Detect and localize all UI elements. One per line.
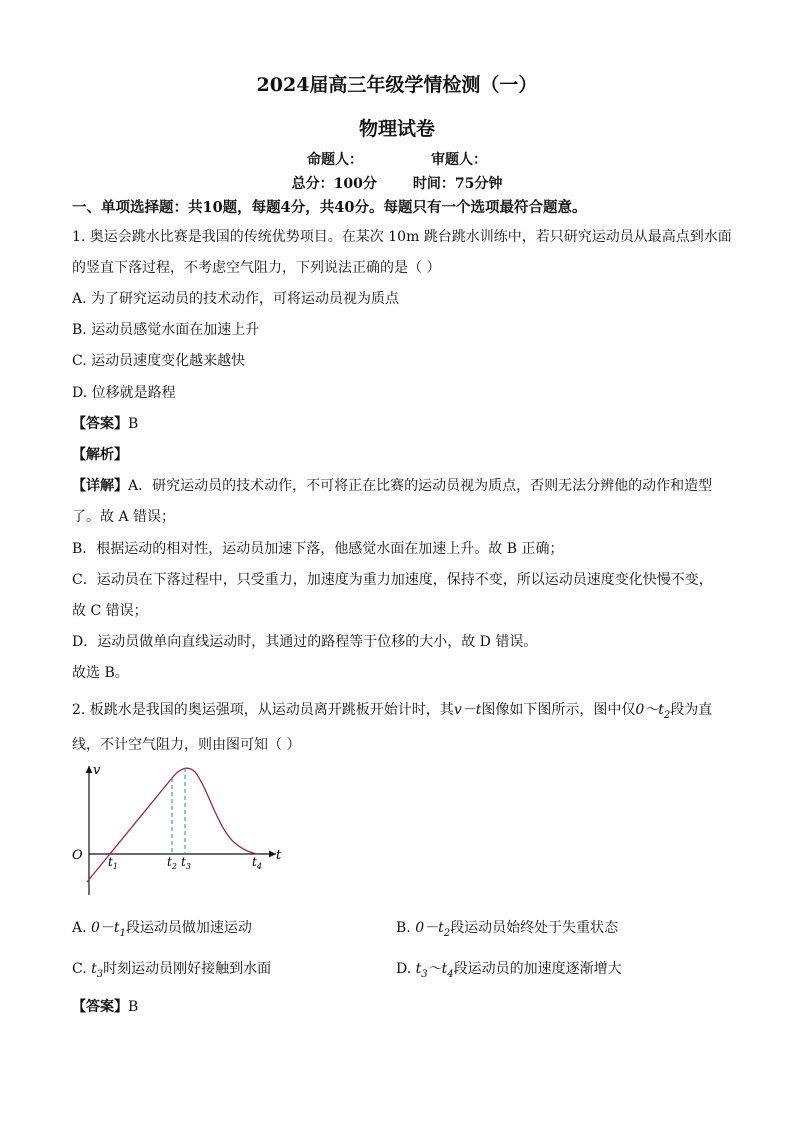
time-label: 时间：75分钟 bbox=[412, 176, 503, 192]
q1-analysis-tag: 【解析】 bbox=[72, 447, 128, 463]
option-text: 时刻运动员刚好接触到水面 bbox=[103, 961, 272, 977]
q1-option-b: B. 运动员感觉水面在加速上升 bbox=[72, 322, 260, 338]
q1-answer bbox=[72, 413, 138, 433]
answer-value: B bbox=[128, 416, 139, 432]
q2-answer bbox=[72, 996, 138, 1016]
score-label: 总分：100分 bbox=[291, 176, 377, 192]
author-row bbox=[0, 149, 794, 169]
q2-range-sub: 2 bbox=[663, 709, 671, 721]
option-math: 0－t bbox=[91, 920, 120, 936]
q1-detail-b: B．根据运动的相对性，运动员加速下落，他感觉水面在加速上升。故 B 正确； bbox=[72, 541, 564, 557]
option-text: 段运动员始终处于失重状态 bbox=[450, 920, 619, 936]
answer-value: B bbox=[128, 999, 139, 1015]
origin-label: O bbox=[72, 848, 83, 863]
option-prefix: C. bbox=[72, 961, 92, 977]
t4-label: $t_4$ bbox=[252, 855, 262, 871]
option-math: 0－t bbox=[415, 920, 444, 936]
option-sub2: 4 bbox=[447, 968, 454, 980]
q2-stem-line1 bbox=[72, 699, 712, 721]
t2-sub: 2 bbox=[171, 862, 177, 871]
section-heading: 一、单项选择题：共10题，每题4分，共40分。每题只有一个选项最符合题意。 bbox=[72, 199, 587, 216]
option-text: 段运动员做加速运动 bbox=[125, 920, 252, 936]
q2-range: 0～t bbox=[635, 702, 664, 718]
answer-tag: 【答案】 bbox=[72, 416, 128, 432]
t4-sub: 4 bbox=[256, 862, 262, 871]
q1-detail-c2: 故 C 错误； bbox=[72, 603, 148, 619]
score-time-row bbox=[0, 173, 794, 193]
option-text: 段运动员的加速度逐渐增大 bbox=[453, 961, 622, 977]
q2-option-a bbox=[72, 917, 252, 939]
t1-sub: 1 bbox=[112, 862, 118, 871]
q2-stem-part1: 2. 板跳水是我国的奥运强项，从运动员离开跳板开始计时，其 bbox=[72, 702, 454, 718]
option-sub: 2 bbox=[443, 927, 451, 939]
q2-option-b bbox=[396, 917, 618, 939]
detail-tag: 【详解】 bbox=[72, 478, 128, 494]
reviewer-label: 审题人： bbox=[431, 152, 487, 168]
option-prefix: D. bbox=[396, 961, 416, 977]
q1-option-c: C. 运动员速度变化越来越快 bbox=[72, 353, 246, 369]
q2-vt: v－t bbox=[453, 702, 482, 718]
q2-option-d bbox=[396, 958, 622, 980]
y-axis-label: v bbox=[93, 763, 101, 778]
exam-subtitle: 物理试卷 bbox=[358, 118, 435, 140]
option-math2: ～t bbox=[427, 961, 448, 977]
q2-option-c bbox=[72, 958, 271, 980]
q2-stem-part2: 图像如下图所示，图中仅 bbox=[481, 702, 636, 718]
option-sub: 3 bbox=[96, 968, 104, 980]
option-math: t bbox=[415, 961, 422, 977]
q1-stem-line2: 的竖直下落过程，不考虑空气阻力，下列说法正确的是（ ） bbox=[72, 260, 441, 276]
t3-label: $t_3$ bbox=[181, 855, 191, 871]
t1-label: $t_1$ bbox=[108, 855, 118, 871]
q1-stem-line1: 1. 奥运会跳水比赛是我国的传统优势项目。在某次 10m 跳台跳水训练中，若只研究运动员从最高点到水面 bbox=[72, 229, 732, 245]
option-prefix: A. bbox=[72, 920, 92, 936]
exam-title: 2024届高三年级学情检测（一） bbox=[256, 74, 538, 96]
author-label: 命题人： bbox=[307, 152, 363, 168]
answer-tag: 【答案】 bbox=[72, 999, 128, 1015]
q1-option-d: D. 位移就是路程 bbox=[72, 385, 176, 401]
q1-detail-a1 bbox=[72, 475, 712, 495]
option-sub: 1 bbox=[119, 927, 126, 939]
q1-detail-a2: 了。故 A 错误； bbox=[72, 509, 176, 525]
q1-detail-d: D．运动员做单向直线运动时，其通过的路程等于位移的大小，故 D 错误。 bbox=[72, 634, 538, 650]
linear-segment bbox=[87, 778, 172, 882]
vt-graph bbox=[68, 760, 298, 900]
q1-conclusion: 故选 B。 bbox=[72, 665, 129, 681]
option-prefix: B. bbox=[396, 920, 416, 936]
detail-text: A．研究运动员的技术动作，不可将正在比赛的运动员视为质点，否则无法分辨他的动作和造型 bbox=[128, 478, 713, 494]
q1-detail-c1: C．运动员在下落过程中，只受重力，加速度为重力加速度，保持不变，所以运动员速度变化快慢不变， bbox=[72, 572, 713, 588]
q2-stem-line2: 线，不计空气阻力，则由图可知（ ） bbox=[72, 737, 301, 753]
t3-sub: 3 bbox=[185, 862, 191, 871]
q1-option-a: A. 为了研究运动员的技术动作，可将运动员视为质点 bbox=[72, 291, 400, 307]
t2-label: $t_2$ bbox=[167, 855, 177, 871]
option-math: t bbox=[91, 961, 97, 977]
option-sub: 3 bbox=[421, 968, 428, 980]
x-axis-label: t bbox=[276, 848, 282, 863]
q2-stem-part3: 段为直 bbox=[670, 702, 713, 718]
